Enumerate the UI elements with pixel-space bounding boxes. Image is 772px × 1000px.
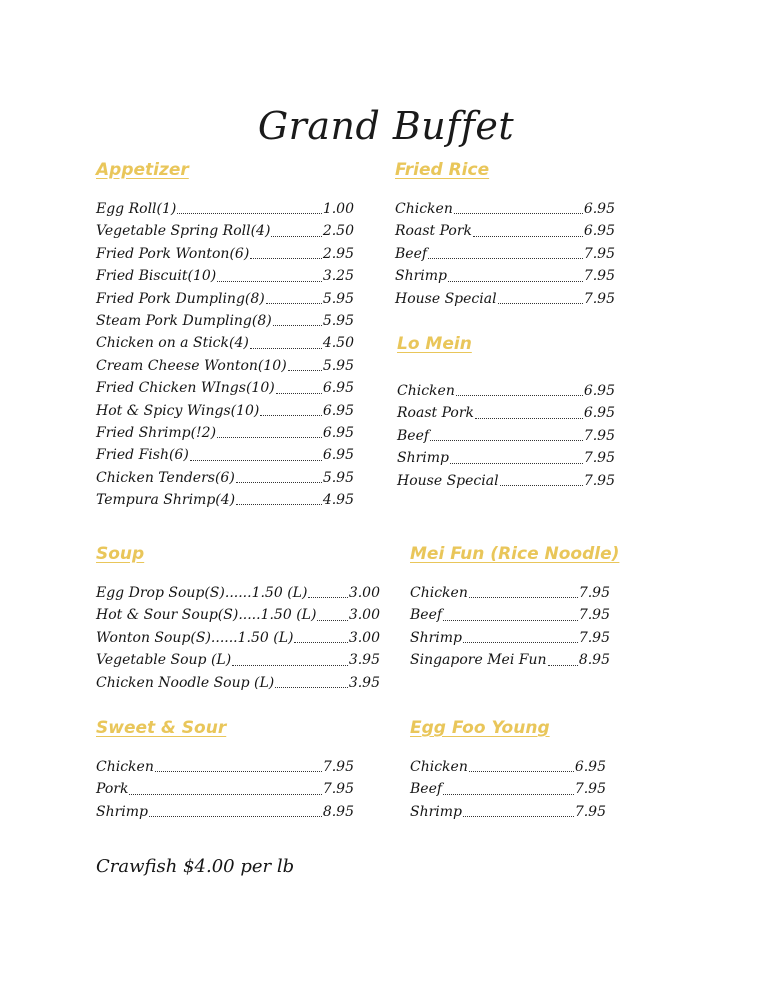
menu-item-price: 6.95 bbox=[583, 223, 615, 240]
menu-item bbox=[96, 310, 354, 332]
menu-item bbox=[96, 422, 354, 444]
dot-leader bbox=[294, 642, 347, 643]
dot-leader bbox=[428, 258, 583, 259]
menu-item-price: 8.95 bbox=[578, 652, 610, 669]
dot-leader bbox=[271, 236, 321, 237]
menu-item bbox=[96, 332, 354, 354]
menu-item-name: Beef bbox=[410, 781, 443, 798]
dot-leader bbox=[276, 393, 322, 394]
fried-rice-heading: Fried Rice bbox=[395, 160, 490, 180]
menu-item bbox=[410, 627, 610, 649]
menu-item bbox=[96, 582, 380, 604]
menu-item-price: 7.95 bbox=[578, 607, 610, 624]
menu-item bbox=[410, 778, 606, 800]
dot-leader bbox=[500, 485, 583, 486]
dot-leader bbox=[548, 665, 578, 666]
menu-item bbox=[410, 801, 606, 823]
dot-leader bbox=[308, 597, 347, 598]
menu-item bbox=[96, 627, 380, 649]
menu-item-price: 6.95 bbox=[574, 759, 606, 775]
menu-item-price: 5.95 bbox=[322, 469, 354, 486]
menu-item-price: 6.95 bbox=[583, 201, 615, 217]
lo-mein-heading: Lo Mein bbox=[397, 334, 472, 354]
menu-item-name: Fried Chicken WIngs(10) bbox=[96, 380, 275, 397]
fried-rice-list bbox=[395, 198, 615, 310]
menu-item-price: 6.95 bbox=[583, 383, 615, 399]
menu-item bbox=[397, 447, 615, 469]
dot-leader bbox=[273, 325, 322, 326]
menu-item-price: 2.95 bbox=[322, 245, 354, 262]
menu-item-name: Fried Biscuit(10) bbox=[96, 268, 217, 285]
menu-item bbox=[96, 198, 354, 220]
dot-leader bbox=[129, 794, 321, 795]
dot-leader bbox=[469, 597, 578, 598]
menu-item-name: House Special bbox=[395, 290, 497, 307]
menu-item-price: 7.95 bbox=[322, 781, 354, 798]
menu-item-name: Beef bbox=[397, 427, 430, 444]
soup-list bbox=[96, 582, 380, 694]
menu-item-name: Roast Pork bbox=[397, 405, 475, 422]
menu-item-name: Hot & Spicy Wings(10) bbox=[96, 402, 260, 419]
menu-item-name: Chicken bbox=[96, 759, 154, 775]
menu-item-price: 3.25 bbox=[322, 268, 354, 285]
dot-leader bbox=[190, 460, 322, 461]
menu-item bbox=[96, 778, 354, 800]
menu-item bbox=[96, 355, 354, 377]
menu-item-price: 8.95 bbox=[322, 803, 354, 820]
menu-item-price: 4.95 bbox=[322, 492, 354, 509]
menu-item bbox=[96, 265, 354, 287]
menu-item-price: 6.95 bbox=[322, 402, 354, 419]
menu-item-name: Wonton Soup(S)......1.50 (L) bbox=[96, 629, 294, 646]
menu-item-name: Fried Pork Dumpling(8) bbox=[96, 290, 265, 307]
menu-item bbox=[395, 265, 615, 287]
sweet-sour-heading: Sweet & Sour bbox=[96, 718, 227, 738]
menu-item-name: Chicken bbox=[397, 383, 455, 399]
menu-item-name: Egg Roll(1) bbox=[96, 201, 177, 217]
crawfish-note: Crawfish $4.00 per lb bbox=[96, 856, 295, 877]
dot-leader bbox=[463, 642, 578, 643]
menu-item-price: 6.95 bbox=[322, 380, 354, 397]
menu-item-name: Chicken Tenders(6) bbox=[96, 469, 235, 486]
menu-item-name: Shrimp bbox=[410, 629, 463, 646]
menu-item-name: Cream Cheese Wonton(10) bbox=[96, 357, 287, 374]
menu-item-price: 5.95 bbox=[322, 312, 354, 329]
lo-mein-list bbox=[397, 380, 615, 492]
menu-item-price: 5.95 bbox=[322, 357, 354, 374]
dot-leader bbox=[454, 213, 583, 214]
menu-item-name: Egg Drop Soup(S)......1.50 (L) bbox=[96, 585, 308, 601]
menu-item-price: 7.95 bbox=[574, 781, 606, 798]
menu-item-price: 3.00 bbox=[348, 607, 380, 624]
menu-item bbox=[395, 288, 615, 310]
dot-leader bbox=[448, 281, 583, 282]
menu-item-name: Vegetable Soup (L) bbox=[96, 652, 232, 669]
menu-item-name: Shrimp bbox=[410, 803, 463, 820]
menu-item-name: Shrimp bbox=[395, 268, 448, 285]
menu-item bbox=[397, 402, 615, 424]
menu-item bbox=[96, 288, 354, 310]
menu-item-name: Chicken bbox=[410, 759, 468, 775]
menu-item-price: 6.95 bbox=[583, 405, 615, 422]
menu-item bbox=[395, 243, 615, 265]
menu-item bbox=[96, 649, 380, 671]
mei-fun-heading: Mei Fun (Rice Noodle) bbox=[410, 544, 620, 564]
menu-item-name: Fried Shrimp(!2) bbox=[96, 424, 217, 441]
menu-item-name: Shrimp bbox=[397, 450, 450, 467]
menu-item-name: Singapore Mei Fun bbox=[410, 652, 547, 669]
menu-item bbox=[96, 489, 354, 511]
menu-item bbox=[410, 604, 610, 626]
menu-item-name: Fried Fish(6) bbox=[96, 447, 189, 464]
dot-leader bbox=[498, 303, 583, 304]
dot-leader bbox=[155, 771, 322, 772]
menu-item-name: Vegetable Spring Roll(4) bbox=[96, 223, 271, 240]
menu-item-name: Chicken on a Stick(4) bbox=[96, 335, 249, 352]
sweet-sour-list bbox=[96, 756, 354, 823]
egg-foo-young-heading: Egg Foo Young bbox=[410, 718, 550, 738]
menu-item-price: 7.95 bbox=[583, 290, 615, 307]
menu-item-name: Beef bbox=[395, 245, 428, 262]
dot-leader bbox=[236, 482, 322, 483]
menu-item-name: Chicken bbox=[410, 585, 468, 601]
menu-item bbox=[397, 470, 615, 492]
menu-item-price: 4.50 bbox=[322, 335, 354, 352]
menu-item-price: 1.00 bbox=[322, 201, 354, 217]
dot-leader bbox=[288, 370, 322, 371]
menu-item-price: 3.95 bbox=[348, 674, 380, 691]
appetizer-list bbox=[96, 198, 354, 511]
menu-item-name: House Special bbox=[397, 472, 499, 489]
menu-item-price: 3.95 bbox=[348, 652, 380, 669]
dot-leader bbox=[469, 771, 574, 772]
dot-leader bbox=[463, 816, 574, 817]
menu-item-price: 2.50 bbox=[322, 223, 354, 240]
mei-fun-list bbox=[410, 582, 610, 672]
dot-leader bbox=[260, 415, 321, 416]
menu-item bbox=[410, 582, 610, 604]
dot-leader bbox=[473, 236, 583, 237]
menu-item-price: 7.95 bbox=[583, 427, 615, 444]
menu-item-price: 6.95 bbox=[322, 424, 354, 441]
dot-leader bbox=[450, 463, 583, 464]
menu-item bbox=[410, 649, 610, 671]
soup-heading: Soup bbox=[96, 544, 145, 564]
menu-item bbox=[410, 756, 606, 778]
menu-item-name: Pork bbox=[96, 781, 129, 798]
menu-item bbox=[96, 801, 354, 823]
dot-leader bbox=[430, 440, 583, 441]
menu-item bbox=[395, 198, 615, 220]
menu-item bbox=[397, 425, 615, 447]
menu-item-name: Shrimp bbox=[96, 803, 149, 820]
menu-item-name: Fried Pork Wonton(6) bbox=[96, 245, 250, 262]
egg-foo-young-list bbox=[410, 756, 606, 823]
dot-leader bbox=[443, 794, 574, 795]
menu-item bbox=[397, 380, 615, 402]
menu-title: Grand Buffet bbox=[257, 104, 515, 148]
menu-item-name: Roast Pork bbox=[395, 223, 473, 240]
dot-leader bbox=[266, 303, 322, 304]
menu-item-price: 5.95 bbox=[322, 290, 354, 307]
menu-item-price: 7.95 bbox=[578, 585, 610, 601]
menu-item-name: Chicken Noodle Soup (L) bbox=[96, 674, 275, 691]
menu-item-price: 3.00 bbox=[348, 629, 380, 646]
menu-item bbox=[96, 467, 354, 489]
menu-item-price: 6.95 bbox=[322, 447, 354, 464]
menu-item bbox=[96, 243, 354, 265]
dot-leader bbox=[317, 620, 347, 621]
menu-item-name: Steam Pork Dumpling(8) bbox=[96, 312, 272, 329]
menu-item bbox=[96, 444, 354, 466]
dot-leader bbox=[250, 258, 322, 259]
appetizer-heading: Appetizer bbox=[96, 160, 189, 180]
menu-item-name: Chicken bbox=[395, 201, 453, 217]
menu-item bbox=[96, 220, 354, 242]
menu-item-name: Hot & Sour Soup(S).....1.50 (L) bbox=[96, 607, 317, 624]
menu-item bbox=[96, 604, 380, 626]
dot-leader bbox=[177, 213, 321, 214]
dot-leader bbox=[149, 816, 322, 817]
menu-item-price: 7.95 bbox=[322, 759, 354, 775]
menu-item-price: 3.00 bbox=[348, 585, 380, 601]
dot-leader bbox=[443, 620, 578, 621]
menu-item-price: 7.95 bbox=[583, 450, 615, 467]
dot-leader bbox=[456, 395, 583, 396]
menu-item bbox=[96, 400, 354, 422]
dot-leader bbox=[232, 665, 348, 666]
menu-item-price: 7.95 bbox=[578, 629, 610, 646]
menu-item bbox=[96, 377, 354, 399]
dot-leader bbox=[275, 687, 348, 688]
menu-item-price: 7.95 bbox=[583, 245, 615, 262]
dot-leader bbox=[475, 418, 583, 419]
menu-item bbox=[395, 220, 615, 242]
dot-leader bbox=[236, 504, 322, 505]
menu-item-price: 7.95 bbox=[583, 472, 615, 489]
menu-item bbox=[96, 672, 380, 694]
menu-item-price: 7.95 bbox=[574, 803, 606, 820]
dot-leader bbox=[217, 437, 322, 438]
dot-leader bbox=[250, 348, 322, 349]
menu-item bbox=[96, 756, 354, 778]
menu-item-price: 7.95 bbox=[583, 268, 615, 285]
menu-item-name: Beef bbox=[410, 607, 443, 624]
dot-leader bbox=[217, 281, 322, 282]
menu-item-name: Tempura Shrimp(4) bbox=[96, 492, 236, 509]
